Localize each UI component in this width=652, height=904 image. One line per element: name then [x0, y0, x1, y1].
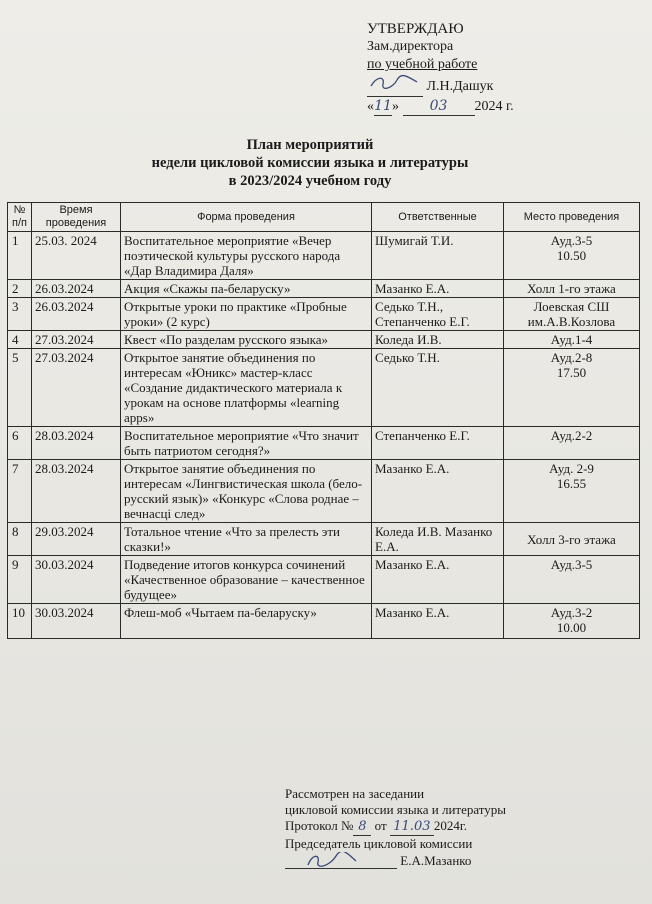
approval-date: [367, 97, 637, 116]
cell-responsible: Мазанко Е.А.: [372, 556, 504, 604]
cell-date: 28.03.2024: [32, 460, 121, 523]
cell-date: 29.03.2024: [32, 523, 121, 556]
cell-num: 7: [8, 460, 32, 523]
protocol-number: 8: [353, 819, 371, 836]
events-table: [7, 202, 640, 639]
table-row: [8, 280, 640, 298]
cell-num: 6: [8, 427, 32, 460]
approval-signer-line: [367, 74, 637, 97]
table-row: [8, 427, 640, 460]
cell-place: Ауд.3-5 10.50: [504, 232, 640, 280]
table-row: [8, 331, 640, 349]
cell-form: Квест «По разделам русского языка»: [121, 331, 372, 349]
cell-num: 1: [8, 232, 32, 280]
heading-line-3: в 2023/2024 учебном году: [228, 173, 392, 189]
cell-place: Холл 3-го этажа: [504, 523, 640, 556]
protocol-date: 11.03: [390, 819, 434, 836]
cell-form: Открытое занятие объединения по интересам «Юникс» мастер-класс «Создание дидактического материала к урокам на основе платформы «learning apps»: [121, 349, 372, 427]
header-time: Время проведения: [32, 203, 121, 232]
header-responsible: Ответственные: [372, 203, 504, 232]
chair-name: Е.А.Мазанко: [400, 853, 472, 868]
footer-protocol: [285, 818, 585, 836]
cell-responsible: Шумигай Т.И.: [372, 232, 504, 280]
protocol-prefix: Протокол №: [285, 818, 354, 833]
table-row: [8, 298, 640, 331]
cell-place: Ауд.3-2 10.00: [504, 604, 640, 639]
header-num: № п/п: [8, 203, 32, 232]
cell-place: Холл 1-го этажа: [504, 280, 640, 298]
cell-form: Открытые уроки по практике «Пробные уроки» (2 курс): [121, 298, 372, 331]
cell-form: Подведение итогов конкурса сочинений «Качественное образование – качественное будущее»: [121, 556, 372, 604]
header-form: Форма проведения: [121, 203, 372, 232]
date-close-quote: »: [392, 99, 399, 114]
cell-form: Тотальное чтение «Что за прелесть эти сказки!»: [121, 523, 372, 556]
approval-block: [367, 20, 637, 116]
cell-num: 5: [8, 349, 32, 427]
cell-responsible: Седько Т.Н.: [372, 349, 504, 427]
approval-position-1: Зам.директора: [367, 39, 454, 54]
cell-responsible: Мазанко Е.А.: [372, 460, 504, 523]
cell-responsible: Степанченко Е.Г.: [372, 427, 504, 460]
footer-chair-line: [285, 852, 585, 869]
signature-scribble-icon: [367, 74, 421, 90]
cell-responsible: Коледа И.В. Мазанко Е.А.: [372, 523, 504, 556]
date-year: 2024 г.: [474, 99, 514, 114]
cell-form: Флеш-моб «Чытаем па-беларуску»: [121, 604, 372, 639]
cell-num: 10: [8, 604, 32, 639]
chair-signature: [285, 852, 397, 869]
cell-num: 9: [8, 556, 32, 604]
header-place: Место проведения: [504, 203, 640, 232]
table-row: [8, 523, 640, 556]
protocol-from: от: [374, 818, 387, 833]
cell-date: 26.03.2024: [32, 298, 121, 331]
cell-date: 27.03.2024: [32, 349, 121, 427]
cell-num: 4: [8, 331, 32, 349]
approval-position-2: по учебной работе: [367, 57, 478, 72]
cell-responsible: Мазанко Е.А.: [372, 604, 504, 639]
cell-form: Открытое занятие объединения по интересам «Лингвистическая школа (бело-русский язык)» «Конкурс «Слова роднае – вечнасці след»: [121, 460, 372, 523]
cell-date: 25.03. 2024: [32, 232, 121, 280]
table-row: [8, 349, 640, 427]
footer-line-2: цикловой комиссии языка и литературы: [285, 802, 507, 817]
date-month: 03: [403, 97, 475, 116]
cell-date: 30.03.2024: [32, 556, 121, 604]
signature-mark: [367, 74, 423, 97]
date-day: 11: [374, 98, 392, 114]
heading-line-2: недели цикловой комиссии языка и литературы: [151, 155, 469, 171]
table-row: [8, 232, 640, 280]
document-heading: [90, 136, 530, 190]
date-open-quote: «: [367, 99, 374, 114]
table-row: [8, 460, 640, 523]
cell-responsible: Коледа И.В.: [372, 331, 504, 349]
cell-date: 30.03.2024: [32, 604, 121, 639]
footer-chair-label: Председатель цикловой комиссии: [285, 836, 473, 851]
cell-place: Ауд. 2-9 16.55: [504, 460, 640, 523]
commission-footer: [285, 786, 585, 869]
cell-date: 26.03.2024: [32, 280, 121, 298]
cell-place: Ауд.2-8 17.50: [504, 349, 640, 427]
cell-responsible: Седько Т.Н., Степанченко Е.Г.: [372, 298, 504, 331]
cell-form: Воспитательное мероприятие «Вечер поэтической культуры русского народа «Дар Владимира Даля»: [121, 232, 372, 280]
cell-num: 2: [8, 280, 32, 298]
approval-signer: Л.Н.Дашук: [426, 79, 494, 94]
cell-form: Воспитательное мероприятие «Что значит быть патриотом сегодня?»: [121, 427, 372, 460]
heading-line-1: План мероприятий: [246, 137, 374, 153]
cell-responsible: Мазанко Е.А.: [372, 280, 504, 298]
cell-place: Лоевская СШ им.А.В.Козлова: [504, 298, 640, 331]
cell-date: 28.03.2024: [32, 427, 121, 460]
protocol-year: 2024г.: [433, 818, 467, 833]
signature-scribble-icon: [286, 852, 396, 868]
approval-title: УТВЕРЖДАЮ: [367, 21, 464, 37]
table-row: [8, 556, 640, 604]
table-row: [8, 604, 640, 639]
cell-place: Ауд.1-4: [504, 331, 640, 349]
cell-form: Акция «Скажы па-беларуску»: [121, 280, 372, 298]
cell-date: 27.03.2024: [32, 331, 121, 349]
cell-place: Ауд.3-5: [504, 556, 640, 604]
table-header-row: [8, 203, 640, 232]
footer-line-1: Рассмотрен на заседании: [285, 786, 425, 801]
cell-num: 8: [8, 523, 32, 556]
cell-place: Ауд.2-2: [504, 427, 640, 460]
cell-num: 3: [8, 298, 32, 331]
